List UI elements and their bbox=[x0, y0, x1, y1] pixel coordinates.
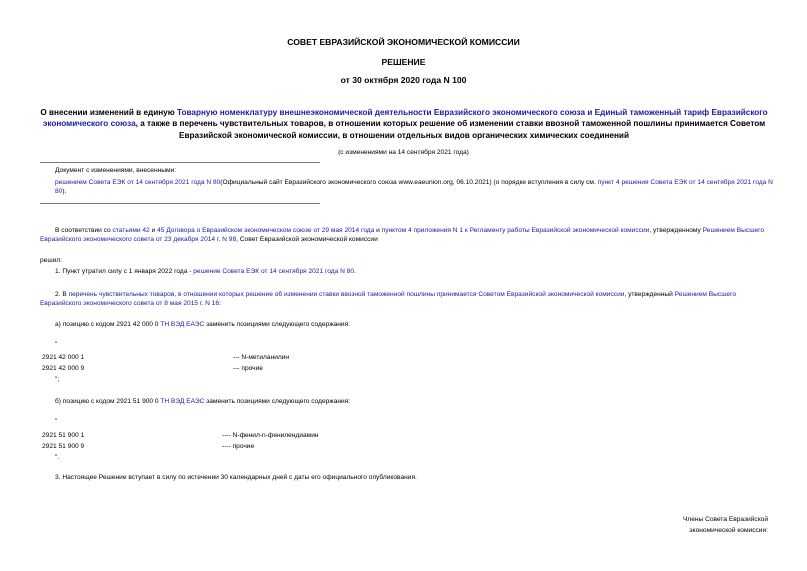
sub-b-link-tnved[interactable]: ТН ВЭД ЕАЭС bbox=[160, 398, 205, 405]
changes-link-point-4[interactable]: пункт 4 решения Совета ЕЭК от 14 сентября 2021 года N 80 bbox=[55, 179, 773, 196]
changes-body bbox=[55, 178, 773, 197]
decided-label: решил: bbox=[40, 257, 62, 264]
top-rule bbox=[40, 162, 320, 163]
sub-a-close-quote: "; bbox=[55, 376, 60, 383]
preamble-text-3: и bbox=[374, 227, 382, 234]
sub-a-row-code: 2921 42 000 1 bbox=[42, 354, 85, 361]
sub-b-close-quote: ". bbox=[55, 454, 60, 461]
sub-a-row-desc: --- прочие bbox=[233, 365, 263, 372]
point-3: 3. Настоящее Решение вступает в силу по истечении 30 календарных дней с даты его официального опубликования. bbox=[55, 474, 417, 481]
doc-date-number: от 30 октября 2020 года N 100 bbox=[340, 75, 467, 85]
preamble-link-decision-98[interactable]: Решением Высшего Евразийского экономического совета от 23 декабря 2014 г. N 98 bbox=[40, 227, 765, 244]
point-1-end: . bbox=[354, 268, 356, 275]
signature-line-2: экономической комиссии: bbox=[689, 527, 768, 534]
point-2 bbox=[40, 290, 770, 309]
changes-link-decision-80[interactable]: решением Совета ЕЭК от 14 сентября 2021 года N 80 bbox=[55, 179, 221, 186]
revision-note: (с изменениями на 14 сентября 2021 года) bbox=[338, 149, 469, 156]
doc-type: РЕШЕНИЕ bbox=[381, 57, 426, 67]
preamble-text-4: , утвержденному bbox=[649, 227, 703, 234]
title-link-tnved[interactable]: Товарную номенклатуру внешнеэкономической деятельности Евразийского экономического союза и Единый таможенный тариф Евразийского экономического союза bbox=[42, 108, 768, 129]
sub-a-row-desc: --- N-метиланилин bbox=[233, 354, 290, 361]
point-2-link-list[interactable]: перечень чувствительных товаров, в отношении которых решение об изменении ставки ввозной таможенной пошлины принимается Советом Евразийской экономической комиссии bbox=[68, 291, 625, 298]
point-2-text-3: : bbox=[219, 300, 221, 308]
sub-a-text-2: заменить позициями следующего содержания: bbox=[204, 321, 350, 328]
preamble-text-5: , Совет Евразийской экономической комиссии bbox=[236, 236, 378, 244]
point-1 bbox=[55, 267, 770, 276]
point-1-text: 1. Пункт утратил силу с 1 января 2022 года - bbox=[55, 268, 194, 275]
sub-b-row-code: 2921 51 900 1 bbox=[42, 432, 85, 439]
title-text-1: О внесении изменений в единую bbox=[40, 108, 177, 117]
doc-title bbox=[40, 107, 768, 141]
preamble-text-2: и bbox=[149, 227, 158, 234]
sub-a-text-1: а) позицию с кодом 2921 42 000 0 bbox=[55, 321, 161, 328]
point-2-text-2: , утвержденный bbox=[624, 291, 675, 298]
preamble-link-art-42[interactable]: статьями 42 bbox=[112, 227, 150, 234]
org-name: СОВЕТ ЕВРАЗИЙСКОЙ ЭКОНОМИЧЕСКОЙ КОМИССИИ bbox=[287, 37, 520, 47]
point-2-text-1: 2. В bbox=[55, 291, 69, 298]
sub-a-row-code: 2921 42 000 9 bbox=[42, 365, 85, 372]
sub-a-link-tnved[interactable]: ТН ВЭД ЕАЭС bbox=[160, 321, 205, 328]
title-text-2: , а также в перечень чувствительных товаров, в отношении которых решение об изменении ставки ввозной таможенной пошлины принимается Советом Евразийской экономической комиссии, в отношении отдельных видов органических химических соединений bbox=[135, 119, 766, 140]
sub-b-open-quote: " bbox=[55, 418, 58, 425]
signature-line-1: Члены Совета Евразийской bbox=[682, 516, 768, 523]
sub-a bbox=[55, 320, 770, 329]
sub-b-row-desc: ---- прочие bbox=[222, 443, 255, 450]
preamble bbox=[40, 226, 770, 245]
changes-text-2: ). bbox=[62, 188, 67, 196]
preamble-text-1: В соответствии со bbox=[55, 227, 113, 234]
bottom-rule bbox=[40, 203, 320, 204]
changes-text-1: (Официальный сайт Евразийского экономического союза www.eaeunion.org, 06.10.2021) (о порядке вступления в силу см. bbox=[220, 179, 598, 186]
changes-heading: Документ с изменениями, внесенными: bbox=[55, 167, 177, 174]
preamble-link-treaty[interactable]: 45 Договора о Евразийском экономическом союзе от 29 мая 2014 года bbox=[157, 227, 375, 234]
sub-b-row-desc: ---- N-фенил-n-фенилендиамин bbox=[222, 432, 319, 439]
sub-b-text-2: заменить позициями следующего содержания: bbox=[204, 398, 351, 405]
sub-b bbox=[55, 397, 770, 406]
point-1-link[interactable]: решение Совета ЕЭК от 14 сентября 2021 года N 80 bbox=[193, 268, 355, 275]
sub-b-row-code: 2921 51 900 9 bbox=[42, 443, 85, 450]
preamble-link-regulation[interactable]: пунктом 4 приложения N 1 к Регламенту работы Евразийской экономической комиссии bbox=[381, 227, 650, 234]
point-2-link-decision-16[interactable]: Решением Высшего Евразийского экономического совета от 8 мая 2015 г. N 16 bbox=[40, 291, 737, 308]
sub-b-text-1: б) позицию с кодом 2921 51 900 0 bbox=[55, 398, 161, 405]
sub-a-open-quote: " bbox=[55, 341, 58, 348]
